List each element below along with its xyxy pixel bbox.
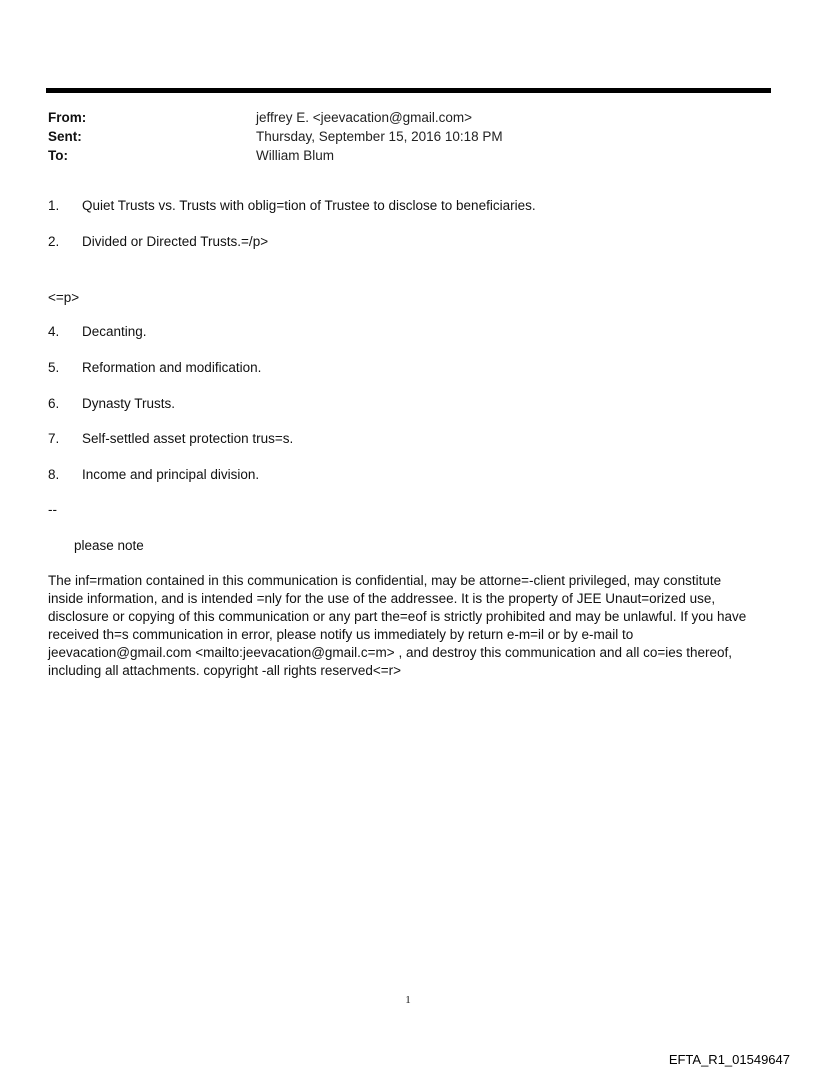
stray-tag: <=p>: [48, 290, 80, 305]
list-item-text: Divided or Directed Trusts.=/p>: [82, 234, 269, 249]
list-item: [48, 394, 175, 414]
list-item-number: 6.: [48, 396, 60, 411]
list-item: [48, 232, 268, 252]
to-row: [48, 146, 748, 165]
list-item: [48, 465, 259, 485]
list-item-text: Quiet Trusts vs. Trusts with oblig=tion of Trustee to disclose to beneficiaries.: [82, 198, 536, 213]
list-item-text: Income and principal division.: [82, 467, 260, 482]
list-item-number: 5.: [48, 360, 60, 375]
to-value: William Blum: [256, 148, 335, 163]
confidentiality-disclaimer: The inf=rmation contained in this communication is confidential, may be attorne=-client privileged, may constitute inside information, and is intended =nly for the use of the addressee. It is the property of JEE Unaut=orized use, disclosure or copying of this communication or any part the=eof is strictly prohibited and may be unlawful. If you have received th=s communication in error, please notify us immediately by return e-m=il or by e-mail to jeevacation@gmail.com <mailto:jeevacation@gmail.c=m> , and destroy this communication and all co=ies thereof, including all attachments. copyright -all rights reserved<=r>: [48, 573, 747, 678]
list-item-text: Self-settled asset protection trus=s.: [82, 431, 294, 446]
page-number: 1: [405, 994, 411, 1006]
list-item: [48, 322, 147, 342]
list-item-number: 4.: [48, 324, 60, 339]
list-item-number: 1.: [48, 198, 60, 213]
from-row: [48, 108, 748, 127]
bates-number: EFTA_R1_01549647: [668, 1052, 790, 1067]
list-item-number: 2.: [48, 234, 60, 249]
please-note: please note: [74, 538, 144, 553]
email-header: [48, 108, 748, 165]
list-item-number: 7.: [48, 431, 60, 446]
list-item-text: Reformation and modification.: [82, 360, 262, 375]
from-value: jeffrey E. <jeevacation@gmail.com>: [256, 110, 473, 125]
sent-label: Sent:: [48, 129, 82, 144]
list-item: [48, 196, 536, 216]
list-item-text: Dynasty Trusts.: [82, 396, 176, 411]
list-item: [48, 429, 293, 449]
sent-row: [48, 127, 748, 146]
signature-separator: --: [48, 502, 57, 517]
to-label: To:: [48, 148, 68, 163]
list-item-text: Decanting.: [82, 324, 147, 339]
header-rule: [46, 88, 771, 93]
sent-value: Thursday, September 15, 2016 10:18 PM: [256, 129, 503, 144]
list-item-number: 8.: [48, 467, 60, 482]
list-item: [48, 358, 261, 378]
from-label: From:: [48, 110, 87, 125]
